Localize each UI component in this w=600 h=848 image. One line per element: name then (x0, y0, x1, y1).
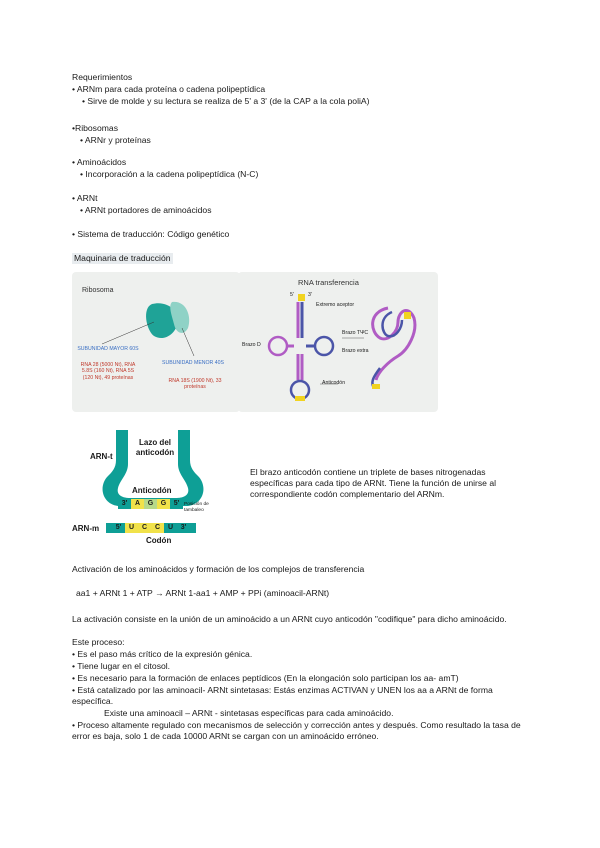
activation-equation: aa1 + ARNt 1 + ATP → ARNt 1-aa1 + AMP + PPi (aminoacil-ARNt) (76, 588, 330, 598)
codon-base-1: U (125, 523, 138, 533)
process-bullet-3: • Es necesario para la formación de enlaces peptídicos (En la elongación solo participan los aa- amT) (72, 673, 459, 683)
anticodon-base-4: 5' (170, 499, 183, 509)
trna-d-arm-label: Brazo D (242, 342, 261, 348)
bullet-aminoacidos-sub: • Incorporación a la cadena polipeptídica (N-C) (80, 169, 259, 179)
anticodon-bases (118, 499, 183, 509)
trna-extra-arm-label: Brazo extra (342, 348, 369, 354)
bullet-ribosomas-sub: • ARNr y proteínas (80, 135, 151, 145)
trna-title: RNA transferencia (298, 278, 359, 287)
bullet-ribosomas: •Ribosomas (72, 123, 118, 133)
bullet-arnt-sub: • ARNt portadores de aminoácidos (80, 205, 212, 215)
trna-acceptor-label: Extremo aceptor (316, 302, 355, 308)
process-bullet-4: • Está catalizado por las aminoacil- ARNt sintetasas: Estás enzimas ACTIVAN y UNEN los aa a ARNt de forma específica. (72, 685, 493, 706)
large-subunit-label: SUBUNIDAD MAYOR 60S (77, 346, 139, 352)
loop-label: Lazo del anticodón (135, 438, 175, 457)
bullet-aminoacidos: • Aminoácidos (72, 157, 127, 167)
anticodon-label: Anticodón (132, 486, 172, 495)
codon-base-0: 5' (112, 523, 125, 533)
anticodon-base-2: G (144, 499, 157, 509)
anticodon-base-1: A (131, 499, 144, 509)
arnm-label: ARN-m (72, 524, 100, 533)
codon-base-3: C (151, 523, 164, 533)
process-intro: Este proceso: (72, 637, 125, 647)
codon-bases (106, 523, 196, 533)
trna-three-end: 3' (308, 292, 312, 298)
wobble-label: Posición de tambaleo (184, 502, 209, 513)
large-subunit-details: RNA 28 (5000 Nt), RNA 5.8S (160 Nt), RNA 5S (120 Nt), 49 proteínas (80, 362, 136, 381)
trna-t-arm-label: Brazo TΨC (342, 330, 369, 336)
bullet-arnt: • ARNt (72, 193, 98, 203)
bullet-arnm: • ARNm para cada proteína o cadena polipeptídica (72, 84, 266, 94)
trna-figure (238, 272, 438, 412)
arnt-label: ARN-t (90, 452, 113, 461)
small-subunit-label: SUBUNIDAD MENOR 40S (162, 360, 224, 366)
section-title-requerimientos: Requerimientos (72, 72, 133, 82)
anticodon-base-3: G (157, 499, 170, 509)
ribosome-illustration (72, 272, 240, 412)
codon-base-2: C (138, 523, 151, 533)
activation-paragraph: La activación consiste en la unión de un aminoácido a un ARNt cuyo anticodón "codifique" para dicho aminoácido. (72, 614, 507, 624)
anticodon-description: El brazo anticodón contiene un triplete de bases nitrogenadas específicas para cada tipo de ARNt. Tiene la función de unirse al correspondiente codón complementario del ARNm. (250, 467, 497, 499)
anticodon-base-0: 3' (118, 499, 131, 509)
activation-title: Activación de los aminoácidos y formación de los complejos de transferencia (72, 564, 365, 574)
process-bullet-2: • Tiene lugar en el citosol. (72, 661, 171, 671)
codon-base-5: 3' (177, 523, 190, 533)
trna-illustration (238, 272, 438, 412)
process-bullet-4-sub: Existe una aminoacil – ARNt - sintetasas específicas para cada aminoácido. (104, 708, 394, 718)
codon-label: Codón (146, 536, 172, 545)
codon-base-4: U (164, 523, 177, 533)
maquinaria-title: Maquinaria de traducción (74, 253, 171, 263)
process-bullet-5: • Proceso altamente regulado con mecanismos de selección y corrección antes y después. Como resultado la tasa de error es baja, solo 1 de cada 10000 ARNt se cargan con un aminoácido erróneo. (72, 720, 521, 741)
trna-anticodon-label: Anticodón (322, 380, 346, 386)
bullet-sistema: • Sistema de traducción: Código genético (72, 229, 230, 239)
ribosome-figure (72, 272, 240, 412)
small-subunit-details: RNA 18S (1900 Nt), 33 proteínas (168, 378, 222, 391)
ribosome-title: Ribosoma (82, 287, 114, 294)
d-arm-loop (269, 337, 287, 355)
bullet-arnm-sub: • Sirve de molde y su lectura se realiza de 5' a 3' (de la CAP a la cola poliA) (82, 96, 370, 106)
anticodon-figure (72, 430, 232, 548)
t-arm-loop (315, 337, 333, 355)
trna-five-end: 5' (290, 292, 294, 298)
process-bullet-1: • Es el paso más crítico de la expresión génica. (72, 649, 253, 659)
